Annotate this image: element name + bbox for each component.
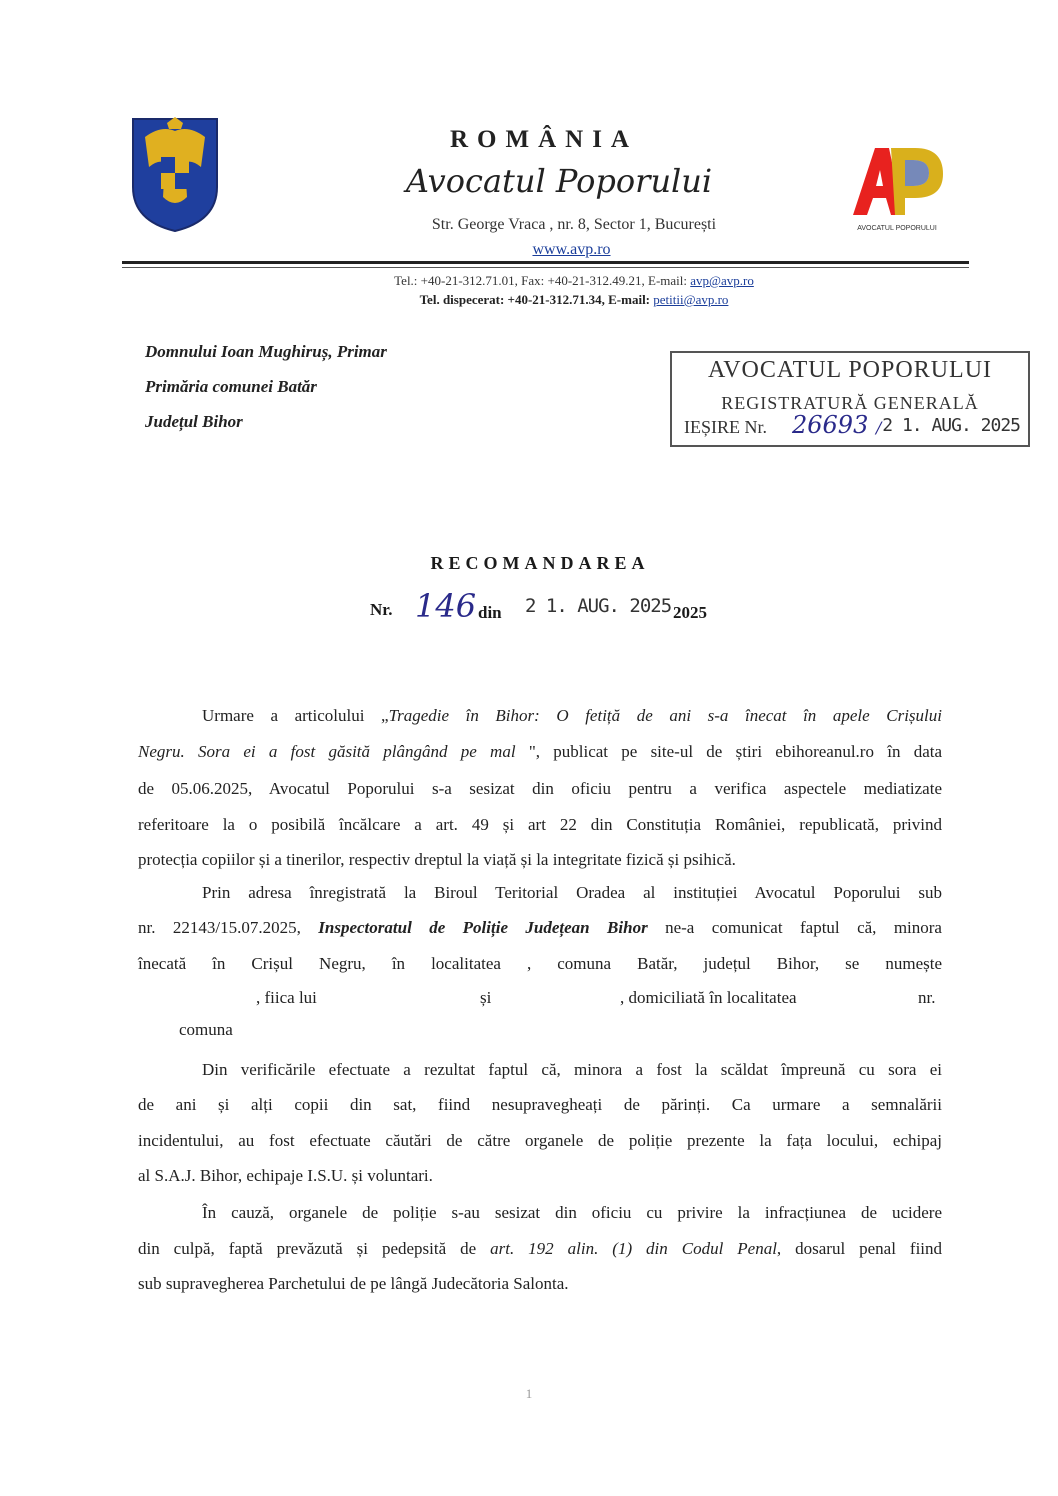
p2-line-1: Prin adresa înregistrată la Biroul Teritorial Oradea al instituției Avocatul Poporului sub (202, 883, 942, 902)
p2-line-2: nr. 22143/15.07.2025, Inspectoratul de Poliție Județean Bihor ne-a comunicat faptul că, minora (138, 918, 942, 937)
stamp-exit-label: IEȘIRE Nr. (684, 417, 767, 437)
nr-label: Nr. (370, 600, 393, 619)
dispatch-email-link[interactable]: petitii@avp.ro (653, 292, 729, 307)
addressee-name: Domnului Ioan Mughiruș, Primar (145, 342, 387, 361)
stamp-institution: AVOCATUL POPORULUI (707, 357, 993, 383)
p4-line-3: sub supravegherea Parchetului de pe lângă Judecătoria Salonta. (138, 1274, 569, 1293)
din-date: 2 1. AUG. 2025 (525, 595, 672, 617)
website-link[interactable]: www.avp.ro (532, 241, 611, 258)
nr-value: 146 (415, 587, 477, 625)
stamp-number: 26693 / (792, 411, 882, 439)
document-year: 2025 (673, 603, 707, 622)
din-label: din (478, 603, 502, 622)
p1-line-1: Urmare a articolului „Tragedie în Bihor: O fetiță de ani s-a înecat în apele Crișului (202, 706, 942, 725)
p2-line-3: înecată în Crișul Negru, în localitatea , comuna Batăr, județul Bihor, se numește (138, 954, 942, 973)
p3-line-2: de ani și alți copii din sat, fiind nesupravegheați de părinți. Ca urmare a semnalării (138, 1095, 942, 1114)
p2-fragment-comuna: comuna (179, 1020, 233, 1039)
p4-line-1: În cauză, organele de poliție s-au sesizat din oficiu cu privire la infracțiunea de ucidere (202, 1203, 942, 1222)
country-title: ROMÂNIA (450, 126, 638, 153)
avocatul-poporului-logo (845, 140, 950, 235)
dispatch-line (0, 292, 1058, 308)
addressee-office: Primăria comunei Batăr (145, 377, 317, 396)
logo-caption: AVOCATUL POPORULUI (857, 225, 937, 232)
p2-fragment-si: și (480, 988, 492, 1007)
p2-fragment-nr: nr. (918, 988, 936, 1007)
institution-title: Avocatul Poporului (405, 162, 713, 200)
ap-logo-icon (845, 140, 950, 235)
document-title: RECOMANDAREA (430, 553, 650, 573)
contact-email-link[interactable]: avp@avp.ro (690, 273, 754, 288)
institution-address: Str. George Vraca , nr. 8, Sector 1, București (431, 216, 717, 233)
p2-fragment-fiica: , fiica lui (256, 988, 317, 1007)
contact-text: Tel.: +40-21-312.71.01, Fax: +40-21-312.49.21, E-mail: (394, 273, 691, 288)
p1-line-3: de 05.06.2025, Avocatul Poporului s-a sesizat din oficiu pentru a verifica aspectele mediatizate (138, 779, 942, 798)
stamp-registry: REGISTRATURĂ GENERALĂ (721, 393, 979, 413)
p3-line-1: Din verificările efectuate a rezultat faptul că, minora a fost la scăldat împreună cu sora ei (202, 1060, 942, 1079)
p1-line-4: referitoare la o posibilă încălcare a art. 49 și art 22 din Constituția României, republicată, privind (138, 815, 942, 834)
p1-line-2: Negru. Sora ei a fost găsită plângând pe mal ", publicat pe site-ul de știri ebihoreanul.ro în data (138, 742, 943, 761)
p2-fragment-domiciliata: , domiciliată în localitatea (620, 988, 797, 1007)
p3-line-4: al S.A.J. Bihor, echipaje I.S.U. și voluntari. (138, 1166, 433, 1185)
page-number: 1 (525, 1386, 533, 1401)
contact-line (0, 273, 1058, 289)
registry-stamp (670, 351, 1030, 447)
p4-line-2: din culpă, faptă prevăzută și pedepsită de art. 192 alin. (1) din Codul Penal, dosarul penal fiind (138, 1239, 943, 1258)
addressee-county: Județul Bihor (145, 412, 243, 431)
stamp-date: 2 1. AUG. 2025 (882, 415, 1020, 436)
header-rule (122, 261, 969, 264)
header-rule-thin (122, 267, 969, 268)
p1-line-5: protecția copiilor și a tinerilor, respectiv dreptul la viață și la integritate fizică și psihică. (138, 850, 736, 869)
dispatch-text: Tel. dispecerat: +40-21-312.71.34, E-mail: (419, 292, 654, 307)
p3-line-3: incidentului, au fost efectuate căutări de către organele de poliție prezente la fața locului, echipaj (138, 1131, 942, 1150)
